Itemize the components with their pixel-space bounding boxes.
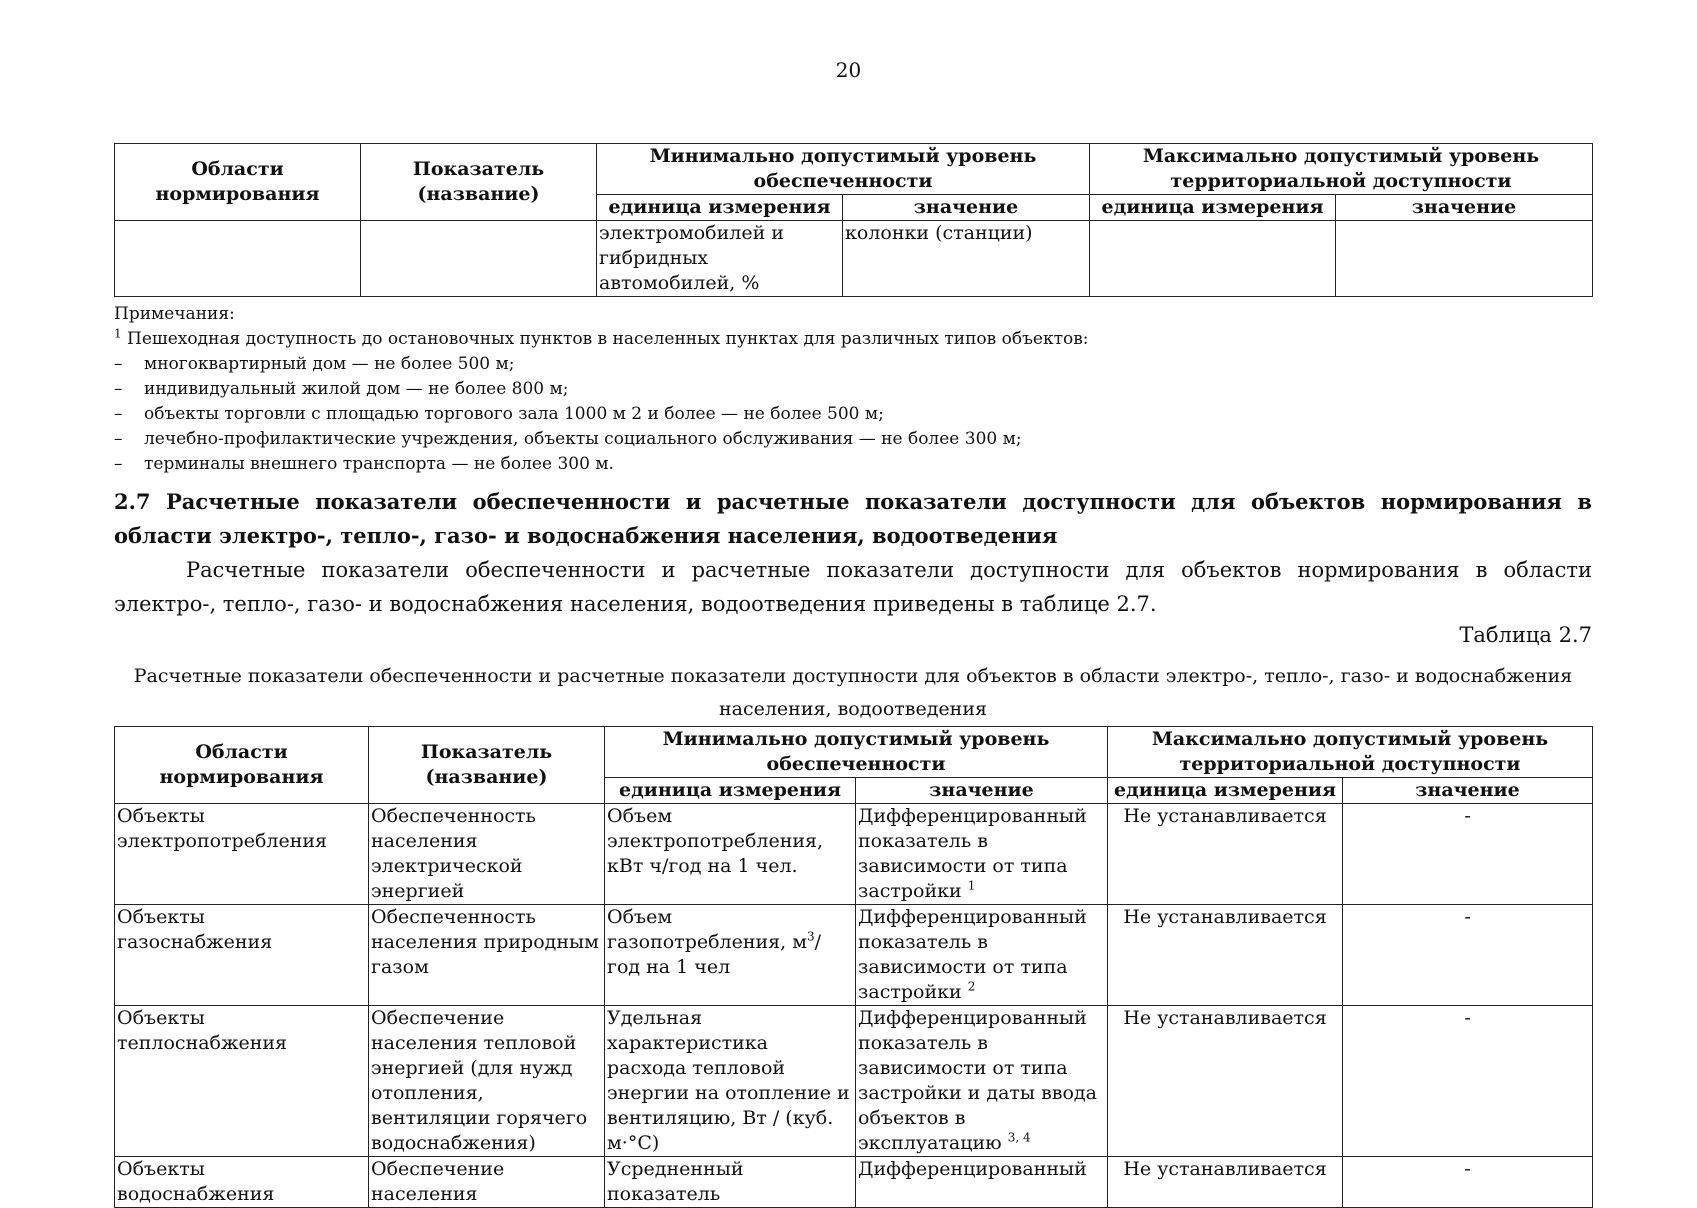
cell-min-value: Дифференцированный показатель в зависимости от типа застройки $^2$	[856, 905, 1108, 1006]
cell-indicator	[361, 221, 597, 297]
cell-area: Объекты теплоснабжения	[115, 1006, 369, 1157]
cell-area: Объекты газоснабжения	[115, 905, 369, 1006]
header-max-unit: единица измерения	[1108, 778, 1343, 804]
cell-area: Объекты водоснабжения	[115, 1157, 369, 1208]
header-indicator: Показатель (название)	[361, 144, 597, 221]
header-max-value: значение	[1336, 195, 1593, 221]
cell-min-unit: Объем электропотребления, кВт ч/год на 1 чел.	[605, 804, 856, 905]
table-label: Таблица 2.7	[1459, 623, 1592, 647]
footnote-text: Пешеходная доступность до остановочных пунктов в населенных пунктах для различных типов объектов:	[121, 329, 1089, 349]
cell-min-value: Дифференцированный	[856, 1157, 1108, 1208]
section-title: 2.7 Расчетные показатели обеспеченности и расчетные показатели доступности для объектов нормирования в области электро-, тепло-, газо- и водоснабжения населения, водоотведения	[114, 489, 1592, 548]
cell-max-unit: Не устанавливается	[1108, 905, 1343, 1006]
header-min-level: Минимально допустимый уровень обеспеченности	[605, 727, 1108, 778]
notes-heading: Примечания:	[114, 304, 235, 324]
cell-min-value: Дифференцированный показатель в зависимости от типа застройки $^1$	[856, 804, 1108, 905]
cell-max-value	[1336, 221, 1593, 297]
header-min-value: значение	[843, 195, 1090, 221]
list-item: – индивидуальный жилой дом — не более 800 м;	[114, 377, 1592, 402]
cell-min-unit: электромобилей и гибридных автомобилей, %	[597, 221, 843, 297]
footnote-ref: 2	[967, 979, 976, 994]
table-continuation	[114, 143, 1593, 297]
cell-max-unit: Не устанавливается	[1108, 1006, 1343, 1157]
cell-area: Объекты электропотребления	[115, 804, 369, 905]
cell-indicator: Обеспеченность населения электрической энергией	[369, 804, 605, 905]
header-area: Области нормирования	[115, 727, 369, 804]
table-row	[115, 221, 1593, 297]
cell-area	[115, 221, 361, 297]
header-area: Области нормирования	[115, 144, 361, 221]
dash-marker: –	[114, 404, 123, 424]
cell-min-value: Дифференцированный показатель в зависимости от типа застройки и даты ввода объектов в эксплуатацию $^{3, 4}$	[856, 1006, 1108, 1157]
table-2-7	[114, 726, 1593, 1208]
dash-marker: –	[114, 354, 123, 374]
dash-marker: –	[114, 454, 123, 474]
header-max-level: Максимально допустимый уровень территориальной доступности	[1108, 727, 1593, 778]
table-caption: Расчетные показатели обеспеченности и расчетные показатели доступности для объектов в области электро-, тепло-, газо- и водоснабжения населения, водоотведения	[133, 665, 1573, 720]
cell-max-value: -	[1343, 1157, 1593, 1208]
header-min-unit: единица измерения	[605, 778, 856, 804]
footnote	[114, 327, 1592, 352]
cell-min-unit: Усредненный показатель	[605, 1157, 856, 1208]
cell-min-unit: Объем газопотребления, $м^3$/год на 1 чел	[605, 905, 856, 1006]
cell-max-unit: Не устанавливается	[1108, 1157, 1343, 1208]
header-max-level: Максимально допустимый уровень территориальной доступности	[1090, 144, 1593, 195]
cell-max-unit: Не устанавливается	[1108, 804, 1343, 905]
cell-min-unit: Удельная характеристика расхода тепловой энергии на отопление и вентиляцию, Вт / (куб. м·°С)	[605, 1006, 856, 1157]
header-min-unit: единица измерения	[597, 195, 843, 221]
cell-indicator: Обеспечение населения	[369, 1157, 605, 1208]
cell-max-value: -	[1343, 905, 1593, 1006]
table-row	[115, 905, 1593, 1006]
page-number: 20	[835, 58, 862, 82]
list-item: – многоквартирный дом — не более 500 м;	[114, 352, 1592, 377]
cell-min-value: колонки (станции)	[843, 221, 1090, 297]
list-item: – объекты торговли с площадью торгового зала 1000 м 2 и более — не более 500 м;	[114, 402, 1592, 427]
cell-max-value: -	[1343, 1006, 1593, 1157]
table-row	[115, 1006, 1593, 1157]
list-item: – лечебно-профилактические учреждения, объекты социального обслуживания — не более 300 м;	[114, 427, 1592, 452]
header-max-value: значение	[1343, 778, 1593, 804]
dash-marker: –	[114, 429, 123, 449]
footnote-mark: 1	[114, 326, 122, 341]
intro-paragraph: Расчетные показатели обеспеченности и расчетные показатели доступности для объектов нормирования в области электро-, тепло-, газо- и водоснабжения населения, водоотведения приведены в таблице 2.7.	[114, 558, 1592, 616]
table-row	[115, 804, 1593, 905]
notes-block	[114, 302, 1592, 477]
header-min-level: Минимально допустимый уровень обеспеченности	[597, 144, 1090, 195]
footnote-ref: 3, 4	[1007, 1130, 1031, 1145]
cell-indicator: Обеспечение населения тепловой энергией (для нужд отопления, вентиляции горячего водоснабжения)	[369, 1006, 605, 1157]
dash-marker: –	[114, 379, 123, 399]
footnote-ref: 1	[967, 878, 976, 893]
list-item: – терминалы внешнего транспорта — не более 300 м.	[114, 452, 1592, 477]
cell-indicator: Обеспеченность населения природным газом	[369, 905, 605, 1006]
cell-max-value: -	[1343, 804, 1593, 905]
cell-max-unit	[1090, 221, 1336, 297]
header-max-unit: единица измерения	[1090, 195, 1336, 221]
header-indicator: Показатель (название)	[369, 727, 605, 804]
header-min-value: значение	[856, 778, 1108, 804]
